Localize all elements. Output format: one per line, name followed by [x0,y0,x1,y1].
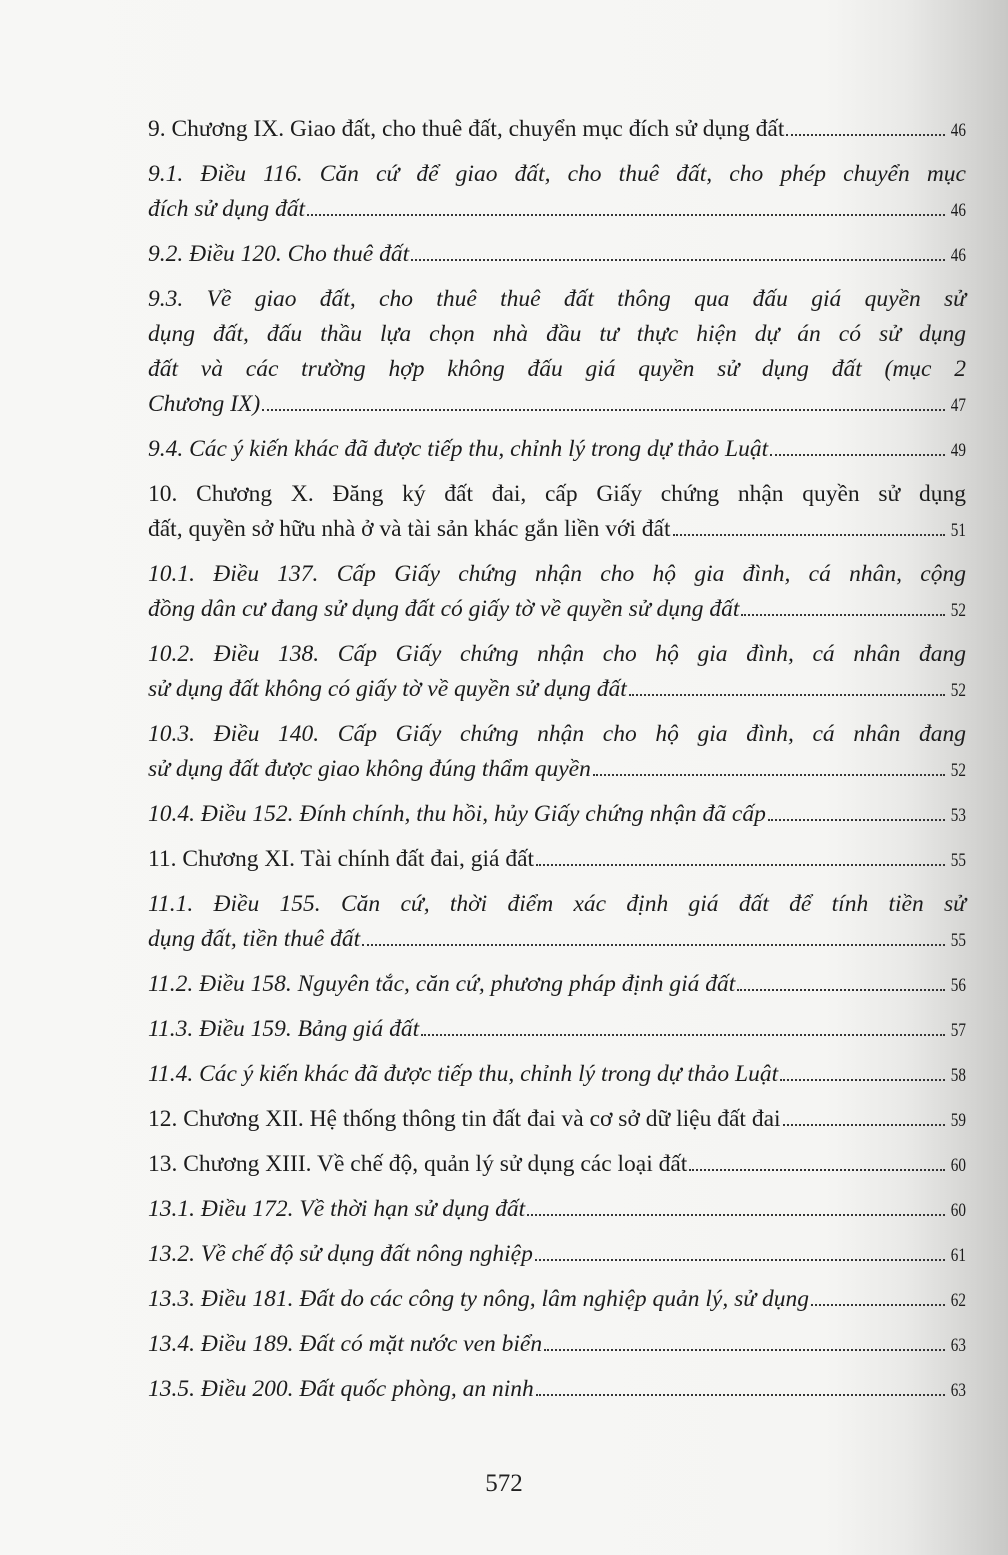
toc-entry [148,717,966,788]
toc-entry-text: 10.3. Điều 140. Cấp Giấy chứng nhận cho hộ gia đình, cá nhân đang [148,721,966,747]
dot-leader [811,1304,945,1306]
toc-entry-text: 11.1. Điều 155. Căn cứ, thời điểm xác định giá đất để tính tiền sử [148,891,966,917]
toc-entry-text: đồng dân cư đang sử dụng đất có giấy tờ về quyền sử dụng đất [148,596,740,622]
toc-entry-line [148,1237,966,1273]
dot-leader [307,214,945,216]
toc-entry-line [148,557,966,592]
toc-page-number: 60 [950,1200,966,1221]
toc-entry-line [148,477,966,512]
toc-entry-line [148,387,966,423]
dot-leader [593,774,945,776]
toc-entry-text: 11. Chương XI. Tài chính đất đai, giá đất [148,846,535,872]
toc-entry [148,1102,966,1138]
toc-entry-line [148,922,966,958]
toc-entry-text: đất, quyền sở hữu nhà ở và tài sản khác gắn liền với đất [148,516,671,542]
toc-entry-text: 13.3. Điều 181. Đất do các công ty nông, lâm nghiệp quản lý, sử dụng [148,1286,809,1312]
toc-page-number: 46 [950,245,966,266]
toc-entry [148,1237,966,1273]
toc-entry-line [148,887,966,922]
table-of-contents [148,112,966,1417]
toc-entry-line [148,237,966,273]
toc-entry-text: 13.1. Điều 172. Về thời hạn sử dụng đất [148,1196,526,1222]
toc-entry-line [148,797,966,833]
toc-entry-line [148,1192,966,1228]
toc-entry-text: 12. Chương XII. Hệ thống thông tin đất đai và cơ sở dữ liệu đất đai [148,1106,781,1132]
toc-entry-text: 11.3. Điều 159. Bảng giá đất [148,1016,420,1042]
toc-entry-line [148,157,966,192]
toc-entry-line [148,1147,966,1183]
toc-page-number: 47 [950,395,966,416]
toc-page-number: 46 [950,120,966,141]
toc-page-number: 52 [950,600,966,621]
toc-page-number: 52 [950,680,966,701]
toc-entry-text: 11.4. Các ý kiến khác đã được tiếp thu, chỉnh lý trong dự thảo Luật [148,1061,779,1087]
toc-entry-text: 9. Chương IX. Giao đất, cho thuê đất, chuyển mục đích sử dụng đất [148,116,785,142]
toc-entry-text: 13.5. Điều 200. Đất quốc phòng, an ninh [148,1376,534,1402]
toc-entry-text: dụng đất, đấu thầu lựa chọn nhà đầu tư thực hiện dự án có sử dụng [148,321,966,347]
toc-page-number: 59 [950,1110,966,1131]
toc-entry-text: 10.2. Điều 138. Cấp Giấy chứng nhận cho hộ gia đình, cá nhân đang [148,641,966,667]
dot-leader [768,819,945,821]
toc-entry-text: sử dụng đất không có giấy tờ về quyền sử dụng đất [148,676,627,702]
toc-page-number: 55 [950,930,966,951]
toc-entry [148,1147,966,1183]
toc-entry [148,1012,966,1048]
toc-entry [148,637,966,708]
toc-page-number: 46 [950,200,966,221]
toc-entry-text: đất và các trường hợp không đấu giá quyền sử dụng đất (mục 2 [148,356,966,382]
dot-leader [689,1169,945,1171]
dot-leader [741,614,945,616]
dot-leader [527,1214,945,1216]
dot-leader [536,1394,945,1396]
toc-entry-text: 9.1. Điều 116. Căn cứ để giao đất, cho thuê đất, cho phép chuyển mục [148,161,966,187]
toc-entry-text: 13.2. Về chế độ sử dụng đất nông nghiệp [148,1241,533,1267]
toc-entry [148,282,966,423]
dot-leader [421,1034,945,1036]
toc-entry-line [148,1372,966,1408]
toc-entry-text: 13. Chương XIII. Về chế độ, quản lý sử dụng các loại đất [148,1151,688,1177]
dot-leader [786,134,945,136]
toc-entry [148,432,966,468]
dot-leader [262,409,945,411]
toc-entry-line [148,1012,966,1048]
toc-entry-line [148,672,966,708]
toc-entry [148,1372,966,1408]
dot-leader [535,1259,945,1261]
toc-entry-text: đích sử dụng đất [148,196,306,222]
toc-entry [148,842,966,878]
toc-entry-line [148,1102,966,1138]
toc-page-number: 52 [950,760,966,781]
toc-entry-text: 10.1. Điều 137. Cấp Giấy chứng nhận cho hộ gia đình, cá nhân, cộng [148,561,966,587]
dot-leader [783,1124,945,1126]
toc-entry-line [148,1282,966,1318]
toc-entry-line [148,432,966,468]
dot-leader [362,944,945,946]
toc-page-number: 53 [950,805,966,826]
toc-entry [148,1327,966,1363]
toc-entry [148,237,966,273]
toc-entry-line [148,592,966,628]
dot-leader [544,1349,945,1351]
toc-page-number: 62 [950,1290,966,1311]
toc-entry [148,157,966,228]
toc-page-number: 60 [950,1155,966,1176]
toc-entry [148,477,966,548]
toc-entry [148,797,966,833]
toc-entry-line [148,967,966,1003]
toc-page-number: 63 [950,1380,966,1401]
toc-page-number: 55 [950,850,966,871]
toc-entry-line [148,1327,966,1363]
toc-entry [148,887,966,958]
dot-leader [673,534,946,536]
toc-entry-text: 9.2. Điều 120. Cho thuê đất [148,241,410,267]
dot-leader [737,989,945,991]
toc-entry-line [148,752,966,788]
toc-entry-text: 10. Chương X. Đăng ký đất đai, cấp Giấy chứng nhận quyền sử dụng [148,481,966,507]
toc-entry-text: 10.4. Điều 152. Đính chính, thu hồi, hủy Giấy chứng nhận đã cấp [148,801,766,827]
dot-leader [770,454,945,456]
toc-entry [148,1192,966,1228]
toc-entry-line [148,317,966,352]
toc-entry-line [148,842,966,878]
toc-entry-text: 13.4. Điều 189. Đất có mặt nước ven biển [148,1331,543,1357]
toc-entry-line [148,112,966,148]
toc-page-number: 58 [950,1065,966,1086]
toc-entry-line [148,717,966,752]
toc-entry-text: sử dụng đất được giao không đúng thẩm quyền [148,756,591,782]
toc-entry-line [148,192,966,228]
page-number: 572 [485,1470,523,1497]
toc-page-number: 56 [950,975,966,996]
toc-entry-text: 9.3. Về giao đất, cho thuê thuê đất thông qua đấu giá quyền sử [148,286,966,312]
toc-entry-text: dụng đất, tiền thuê đất [148,926,361,952]
dot-leader [780,1079,945,1081]
toc-page-number: 57 [950,1020,966,1041]
toc-entry-text: Chương IX) [148,391,261,417]
toc-entry-line [148,512,966,548]
dot-leader [629,694,945,696]
toc-entry-text: 11.2. Điều 158. Nguyên tắc, căn cứ, phương pháp định giá đất [148,971,736,997]
toc-entry [148,112,966,148]
toc-entry [148,1282,966,1318]
toc-entry [148,967,966,1003]
toc-page-number: 49 [950,440,966,461]
dot-leader [536,864,945,866]
toc-entry-line [148,282,966,317]
toc-entry [148,1057,966,1093]
dot-leader [411,259,945,261]
toc-page-number: 63 [950,1335,966,1356]
toc-page-number: 51 [950,520,966,541]
toc-page-number: 61 [950,1245,966,1266]
toc-entry-line [148,637,966,672]
toc-entry [148,557,966,628]
toc-entry-line [148,1057,966,1093]
toc-entry-text: 9.4. Các ý kiến khác đã được tiếp thu, chỉnh lý trong dự thảo Luật [148,436,769,462]
toc-entry-line [148,352,966,387]
